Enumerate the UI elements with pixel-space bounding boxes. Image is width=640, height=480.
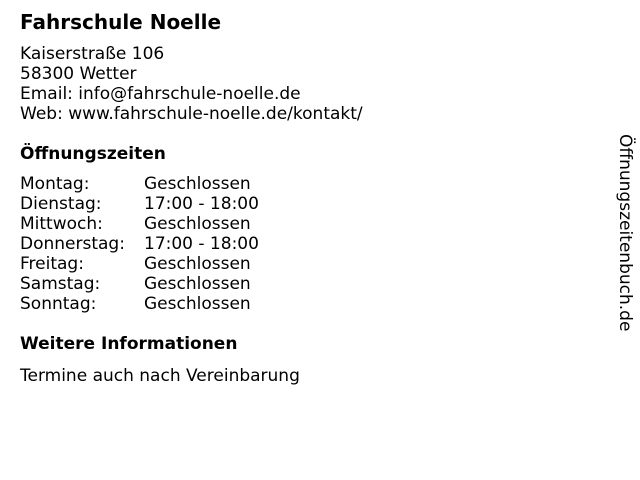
hours-row-thursday bbox=[20, 234, 580, 254]
hours-day: Freitag: bbox=[20, 254, 84, 274]
hours-day: Sonntag: bbox=[20, 294, 97, 314]
hours-time: 17:00 - 18:00 bbox=[144, 234, 259, 254]
hours-day: Donnerstag: bbox=[20, 234, 125, 254]
hours-day: Montag: bbox=[20, 174, 90, 194]
street-line: Kaiserstraße 106 bbox=[20, 44, 165, 64]
web-line: Web: www.fahrschule-noelle.de/kontakt/ bbox=[20, 104, 363, 124]
email-line: Email: info@fahrschule-noelle.de bbox=[20, 84, 301, 104]
business-name: Fahrschule Noelle bbox=[20, 10, 222, 34]
hours-day: Samstag: bbox=[20, 274, 101, 294]
hours-row-wednesday bbox=[20, 214, 580, 234]
hours-day: Dienstag: bbox=[20, 194, 102, 214]
hours-time: 17:00 - 18:00 bbox=[144, 194, 259, 214]
hours-row-sunday bbox=[20, 294, 580, 314]
hours-day: Mittwoch: bbox=[20, 214, 103, 234]
city-line: 58300 Wetter bbox=[20, 64, 137, 84]
hours-row-friday bbox=[20, 254, 580, 274]
hours-row-saturday bbox=[20, 274, 580, 294]
hours-row-tuesday bbox=[20, 194, 580, 214]
info-text: Termine auch nach Vereinbarung bbox=[20, 366, 300, 386]
address-block bbox=[20, 44, 580, 124]
site-watermark-label: Öffnungszeitenbuch.de bbox=[615, 134, 635, 332]
hours-time: Geschlossen bbox=[144, 214, 251, 234]
hours-time: Geschlossen bbox=[144, 254, 251, 274]
hours-row-monday bbox=[20, 174, 580, 194]
hours-time: Geschlossen bbox=[144, 294, 251, 314]
hours-time: Geschlossen bbox=[144, 174, 251, 194]
hours-table bbox=[20, 174, 580, 314]
hours-time: Geschlossen bbox=[144, 274, 251, 294]
business-card bbox=[20, 10, 580, 386]
hours-heading: Öffnungszeiten bbox=[20, 144, 166, 164]
info-heading: Weitere Informationen bbox=[20, 334, 238, 354]
